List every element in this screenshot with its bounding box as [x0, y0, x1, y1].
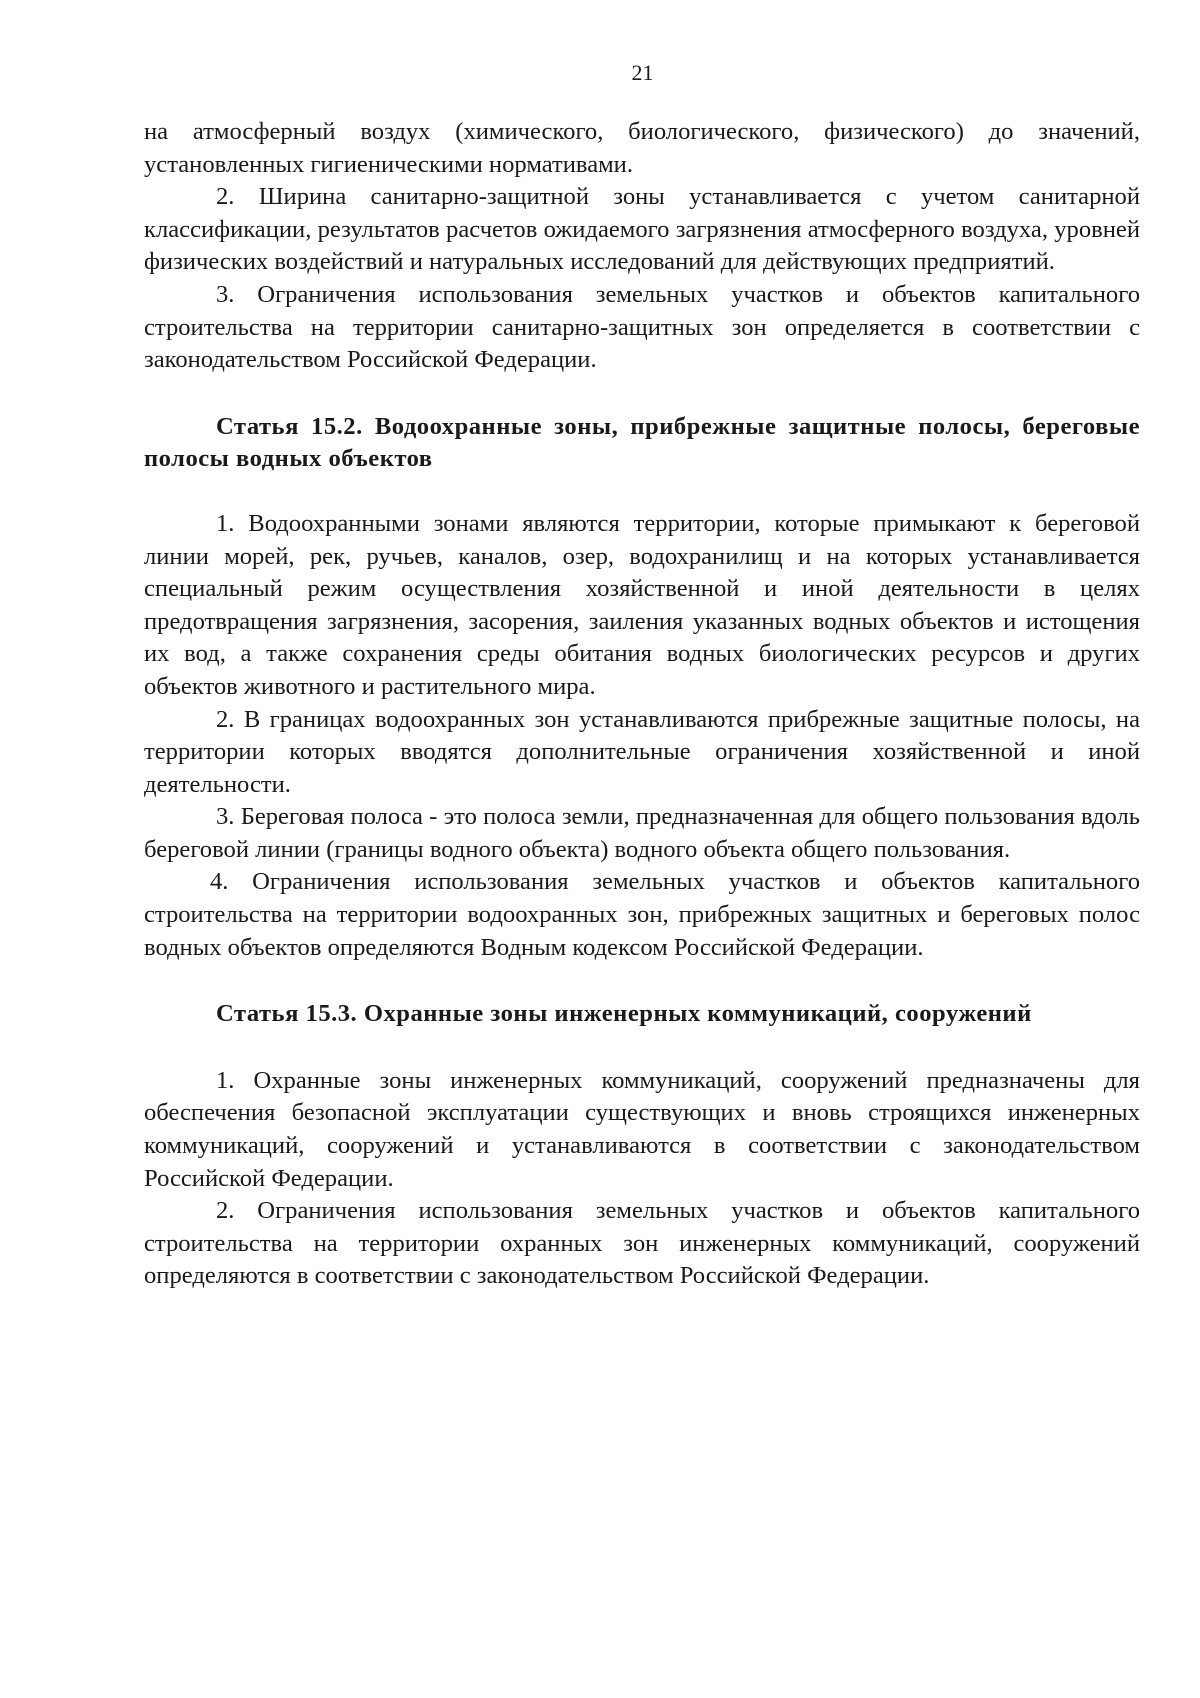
document-body [144, 116, 1140, 1293]
paragraph-shoreline-strip: 3. Береговая полоса - это полоса земли, предназначенная для общего пользования вдоль береговой линии (границы водного объекта) водного объекта общего пользования. [144, 803, 1140, 863]
paragraph-engineering-protection-zones: 1. Охранные зоны инженерных коммуникаций, сооружений предназначены для обеспечения безопасной эксплуатации существующих и вновь строящихся инженерных коммуникаций, сооружений и устанавливаются в соответствии с законодательством Российской Федерации. [144, 1066, 1140, 1192]
article-15-3-heading: Статья 15.3. Охранные зоны инженерных коммуникаций, сооружений [216, 1000, 1032, 1028]
paragraph-coastal-protective-strips: 2. В границах водоохранных зон устанавливаются прибрежные защитные полосы, на территории которых вводятся дополнительные ограничения хозяйственной и иной деятельности. [144, 705, 1140, 798]
article-15-2-heading: Статья 15.2. Водоохранные зоны, прибрежные защитные полосы, береговые полосы водных объектов [144, 412, 1140, 473]
spacer [144, 377, 1140, 411]
spacer [144, 476, 1140, 508]
paragraph-water-protection-zones: 1. Водоохранными зонами являются территории, которые примыкают к береговой линии морей, рек, ручьев, каналов, озер, водохранилищ и на которых устанавливается специальный режим осуществления хозяйственной и иной деятельности в целях предотвращения загрязнения, засорения, заиления указанных водных объектов и истощения их вод, а также сохранения среды обитания водных биологических ресурсов и других объектов животного и растительного мира. [144, 509, 1140, 700]
paragraph-sanitary-zone-width: 2. Ширина санитарно-защитной зоны устанавливается с учетом санитарной классификации, результатов расчетов ожидаемого загрязнения атмосферного воздуха, уровней физических воздействий и натуральных исследований для действующих предприятий. [144, 183, 1140, 276]
page-number: 21 [631, 60, 654, 85]
spacer [144, 964, 1140, 998]
spacer [144, 1031, 1140, 1065]
paragraph-water-zone-restrictions: 4. Ограничения использования земельных участков и объектов капитального строительства на территории водоохранных зон, прибрежных защитных и береговых полос водных объектов определяются Водным кодексом Российской Федерации. [144, 868, 1140, 961]
paragraph-engineering-zone-restrictions: 2. Ограничения использования земельных участков и объектов капитального строительства на территории охранных зон инженерных коммуникаций, сооружений определяются в соответствии с законодательством Российской Федерации. [144, 1197, 1140, 1290]
paragraph-sanitary-zone-restrictions: 3. Ограничения использования земельных участков и объектов капитального строительства на территории санитарно-защитных зон определяется в соответствии с законодательством Российской Федерации. [144, 280, 1140, 374]
paragraph-continuation: на атмосферный воздух (химического, биологического, физического) до значений, установленных гигиеническими нормативами. [144, 118, 1140, 178]
